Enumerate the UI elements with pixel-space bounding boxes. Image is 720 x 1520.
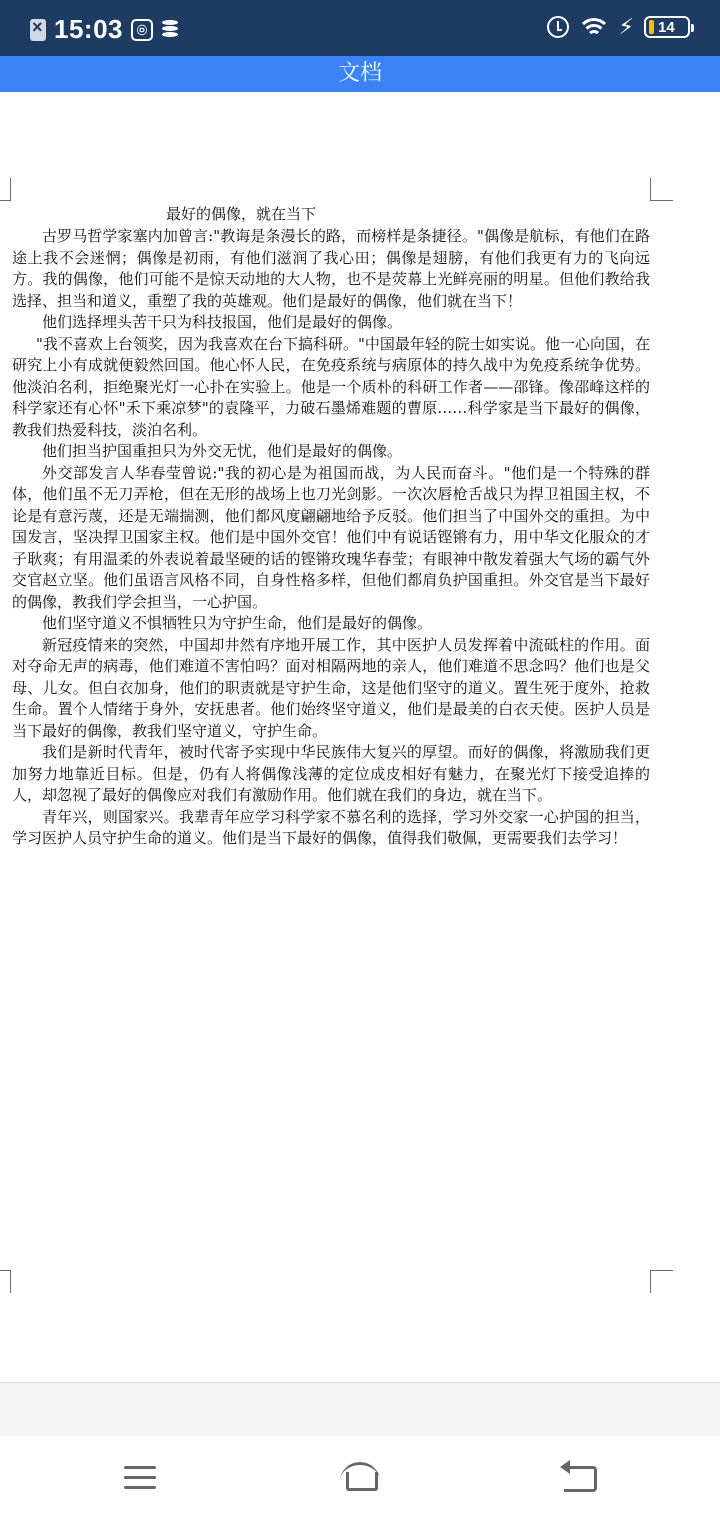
document-paragraph: 他们坚守道义不惧牺牲只为守护生命，他们是最好的偶像。 — [42, 614, 433, 632]
document-paragraph: 古罗马哲学家塞内加曾言:"教诲是条漫长的路，而榜样是条捷径。"偶像是航标，有他们在路途上我不会迷惘；偶像是初雨，有他们滋润了我心田；偶像是翅膀，有他们我更有力的飞向远方。我的偶像，他们可能不是惊天动地的大人物，也不是荧幕上光鲜亮丽的明星。但他们教给我选择、担当和道义，重塑了我的英雄观。他们是最好的偶像，他们就在当下！ — [12, 227, 650, 310]
document-body — [12, 202, 650, 850]
document-viewer[interactable] — [0, 92, 720, 1382]
margin-corner-top-right — [650, 178, 673, 201]
charging-icon: ⚡ — [618, 14, 634, 39]
document-paragraph: "我不喜欢上台领奖，因为我喜欢在台下搞科研。"中国最年轻的院士如实说。他一心向国，在研究上小有成就便毅然回国。他心怀人民，在免疫系统与病原体的持久战中为免疫系统争优势。他淡泊名利，拒绝聚光灯一心扑在实验上。他是一个质朴的科研工作者——邵锋。像邵峰这样的科学家还有心怀"禾下乘凉梦"的袁隆平，力破石墨烯难题的曹原……科学家是当下最好的偶像，教我们热爱科技，淡泊名利。 — [12, 334, 650, 439]
margin-corner-top-left — [0, 178, 11, 201]
document-paragraph: 他们担当护国重担只为外交无忧，他们是最好的偶像。 — [42, 442, 403, 460]
status-left — [30, 14, 183, 45]
title-bar — [0, 56, 720, 92]
battery-fill — [649, 20, 654, 34]
battery-icon — [644, 16, 690, 38]
storage-warning-icon — [161, 19, 183, 41]
document-paragraph: 我们是新时代青年，被时代寄予实现中华民族伟大复兴的厚望。而好的偶像，将激励我们更加努力地靠近目标。但是，仍有人将偶像浅薄的定位成皮相好有魅力，在聚光灯下接受追捧的人，却忽视了最好的偶像应对我们有激励作用。他们就在我们的身边，就在当下。 — [12, 743, 650, 804]
clock-time: 15:03 — [54, 14, 123, 44]
alarm-icon — [547, 16, 569, 38]
back-icon[interactable] — [548, 1458, 608, 1498]
document-paragraph: 青年兴，则国家兴。我辈青年应学习科学家不慕名利的选择，学习外交家一心护国的担当，学习医护人员守护生命的道义。他们是当下最好的偶像，值得我们敬佩，更需要我们去学习！ — [12, 807, 650, 847]
home-icon[interactable] — [330, 1458, 390, 1498]
page-title: 文档 — [337, 61, 382, 86]
system-nav-bar — [0, 1436, 720, 1520]
document-title: 最好的偶像，就在当下 — [166, 205, 317, 223]
bottom-toolbar-area — [0, 1382, 720, 1437]
status-right — [547, 14, 690, 40]
margin-corner-bottom-left — [0, 1270, 11, 1293]
document-paragraph: 外交部发言人华春莹曾说:"我的初心是为祖国而战，为人民而奋斗。"他们是一个特殊的群体，他们虽不无刀弄枪，但在无形的战场上也刀光剑影。一次次唇枪舌战只为捍卫祖国主权，不论是有意污蔑，还是无端揣测，他们都风度翩翩地给予反驳。他们担当了中国外交的重担。为中国发言，坚决捍卫国家主权。他们是中国外交官！他们中有说话铿锵有力，用中华文化服众的才子耿爽；有用温柔的外表说着最坚硬的话的铿锵玫瑰华春莹；有眼神中散发着强大气场的霸气外交官赵立坚。他们虽语言风格不同，自身性格多样，但他们都肩负护国重担。外交官是当下最好的偶像，教我们学会担当，一心护国。 — [12, 463, 650, 611]
margin-corner-bottom-right — [650, 1270, 673, 1293]
wifi-icon — [579, 16, 609, 38]
menu-icon[interactable] — [110, 1458, 170, 1498]
notification-app-icon: ㉧ — [131, 19, 153, 41]
no-sim-icon — [30, 19, 46, 41]
battery-level: 14 — [658, 18, 675, 36]
document-paragraph: 新冠疫情来的突然，中国却井然有序地开展工作，其中医护人员发挥着中流砥柱的作用。面对夺命无声的病毒，他们难道不害怕吗？面对相隔两地的亲人，他们难道不思念吗？他们也是父母、儿女。但白衣加身，他们的职责就是守护生命，这是他们坚守的道义。置生死于度外，抢救生命。置个人情绪于身外，安抚患者。他们始终坚守道义，他们是最美的白衣天使。医护人员是当下最好的偶像，教我们坚守道义，守护生命。 — [12, 635, 650, 740]
document-paragraph: 他们选择埋头苦干只为科技报国，他们是最好的偶像。 — [42, 313, 403, 331]
status-bar — [0, 0, 720, 56]
